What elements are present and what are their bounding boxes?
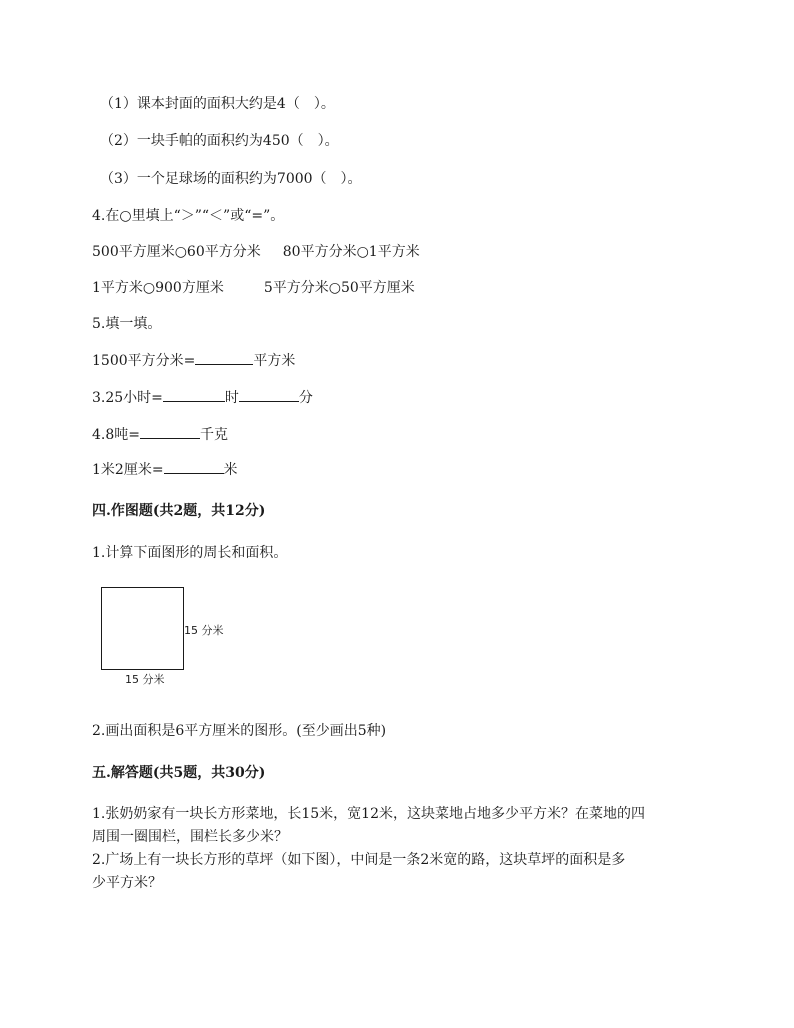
- answer-blank[interactable]: [195, 350, 253, 365]
- q5-row-2: [92, 387, 313, 407]
- fill-item-2: （2）一块手帕的面积约为450（ ）。: [100, 133, 339, 149]
- part5-q1-line-2: 周围一圈围栏，围栏长多少米？: [92, 829, 288, 845]
- part5-heading: 五.解答题(共5题，共30分): [92, 765, 266, 781]
- q5-r1-text: 1500平方分米=: [92, 353, 196, 369]
- part4-q2: 2.画出面积是6平方厘米的图形。(至少画出5种): [92, 723, 387, 739]
- q5-r4-unit: 米: [223, 462, 238, 478]
- q5-row-1: [92, 350, 295, 370]
- q5-title: 5.填一填。: [92, 316, 162, 332]
- part4-heading: 四.作图题(共2题，共12分): [92, 503, 266, 519]
- part5-q1-line-1: 1.张奶奶家有一块长方形菜地，长15米，宽12米，这块菜地占地多少平方米？在菜地的四: [92, 806, 645, 822]
- q5-r2-unit-1: 时: [224, 390, 239, 406]
- q4-row-2: [92, 279, 415, 297]
- q4-compare-1: 500平方厘米○60平方分米: [92, 244, 261, 260]
- fill-item-3: （3）一个足球场的面积约为7000（ ）。: [100, 171, 362, 187]
- q5-row-4: [92, 459, 238, 479]
- q5-r2-unit-2: 分: [298, 390, 313, 406]
- q4-compare-4: 5平方分米○50平方厘米: [263, 280, 415, 296]
- q5-r2-text: 3.25小时=: [92, 390, 163, 406]
- q5-r4-text: 1米2厘米=: [92, 462, 164, 478]
- q4-compare-3: 1平方米○900方厘米: [92, 280, 224, 296]
- part5-q2: [92, 849, 712, 895]
- answer-blank[interactable]: [140, 424, 200, 439]
- answer-blank[interactable]: [164, 459, 224, 474]
- part5-q1: [92, 803, 712, 849]
- q5-r3-text: 4.8吨=: [92, 427, 140, 443]
- q4-compare-2: 80平方分米○1平方米: [282, 244, 420, 260]
- answer-blank[interactable]: [239, 387, 299, 402]
- part5-q2-line-2: 少平方米？: [92, 875, 162, 891]
- q5-r1-unit: 平方米: [253, 353, 296, 369]
- bottom-label: 15 分米: [125, 673, 165, 686]
- fill-item-1: （1）课本封面的面积大约是4（ ）。: [100, 96, 335, 112]
- side-label: 15 分米: [184, 624, 224, 637]
- q5-r3-unit: 千克: [200, 427, 228, 443]
- answer-blank[interactable]: [163, 387, 225, 402]
- square-figure: [101, 587, 184, 670]
- q5-row-3: [92, 424, 228, 444]
- q4-row-1: [92, 243, 420, 261]
- part4-q1: 1.计算下面图形的周长和面积。: [92, 545, 288, 561]
- part5-q2-line-1: 2.广场上有一块长方形的草坪（如下图），中间是一条2米宽的路，这块草坪的面积是多: [92, 852, 626, 868]
- q4-title: 4.在○里填上“＞”“＜”或“=”。: [92, 208, 285, 224]
